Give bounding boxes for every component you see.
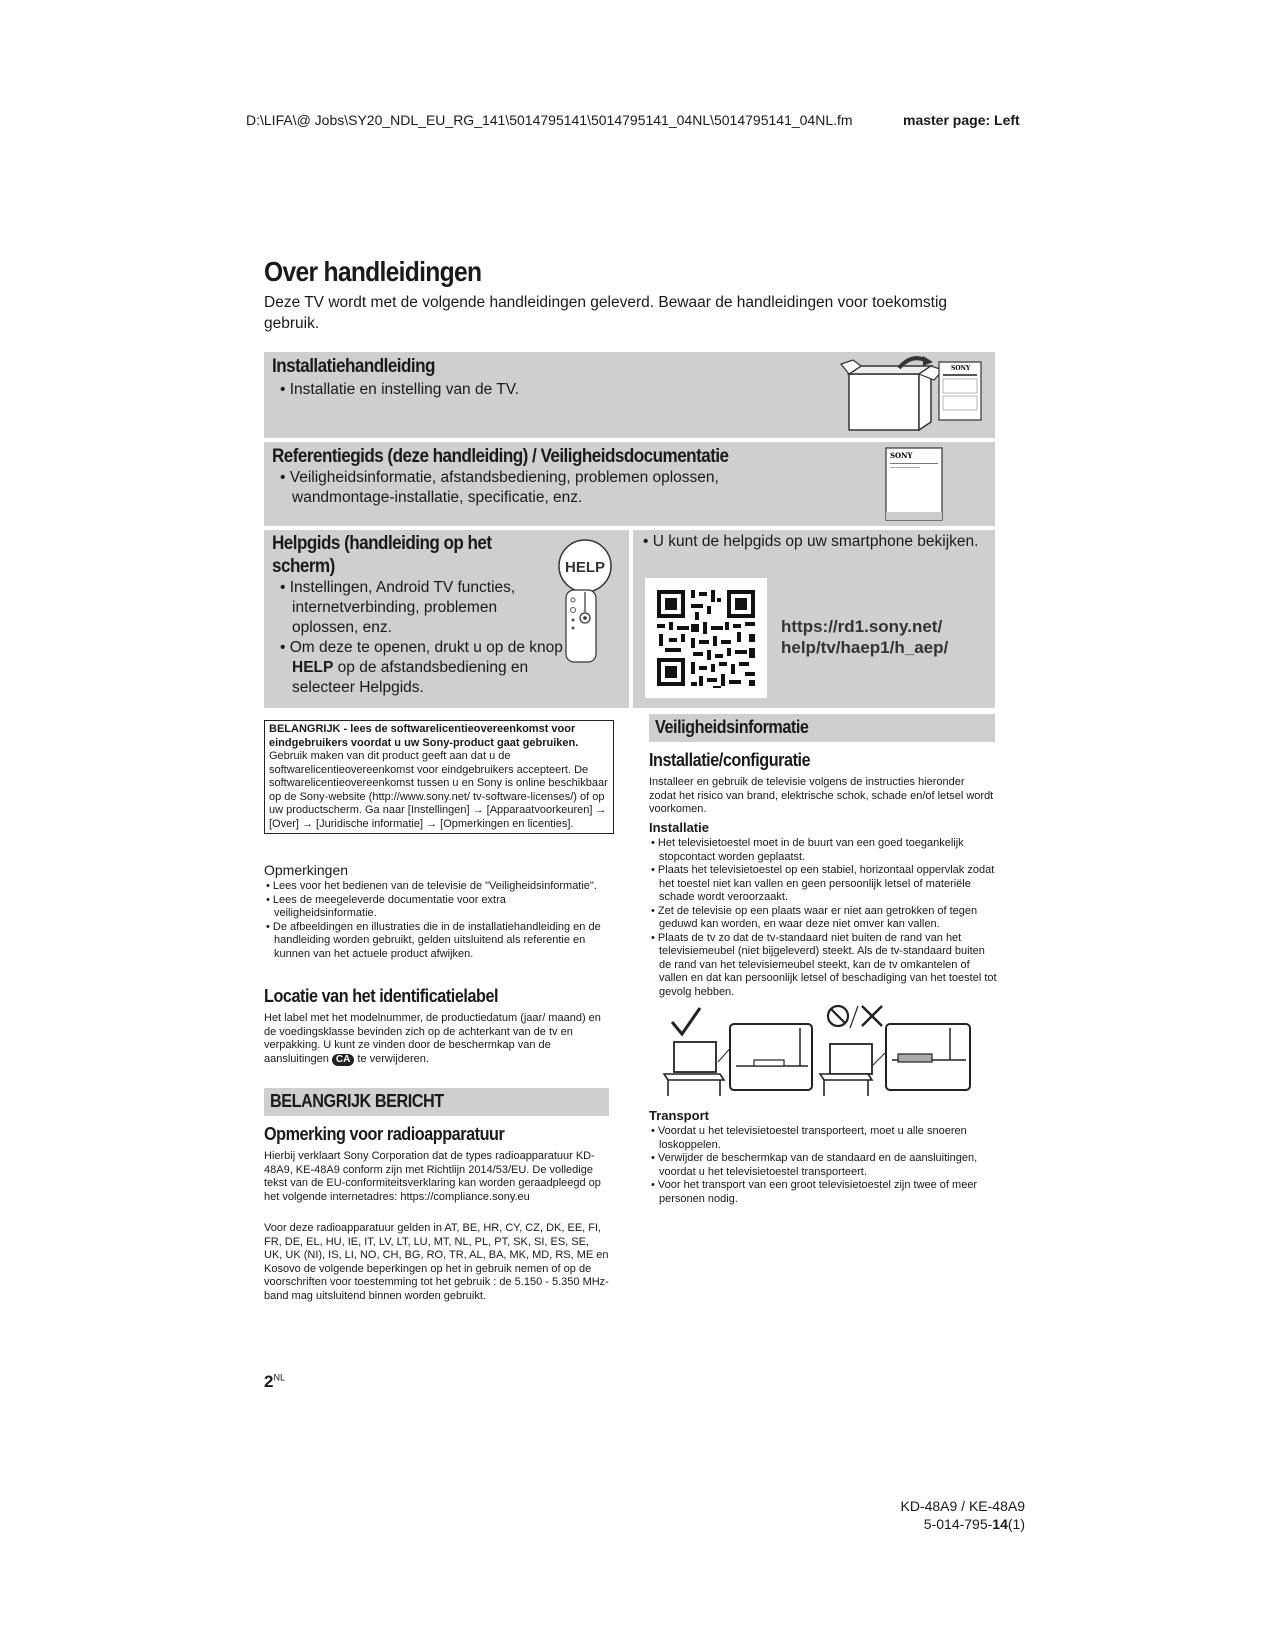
transport-item: • Verwijder de beschermkap van de standaard en de aansluitingen, voordat u het televisietoestel transporteert. — [649, 1152, 999, 1179]
license-notice-box — [264, 720, 614, 834]
install-manual-title: Installatiehandleiding — [272, 356, 435, 377]
help-guide-qr-box — [633, 530, 995, 708]
radio-equipment-title: Opmerking voor radioapparatuur — [264, 1124, 505, 1144]
qr-code-icon — [645, 578, 767, 698]
notes-item: • Lees de meegeleverde documentatie voor extra veiligheidsinformatie. — [264, 894, 604, 921]
installation-item: • Het televisietoestel moet in de buurt van een goed toegankelijk stopcontact worden geplaatst. — [649, 837, 999, 864]
intro-text: Deze TV wordt met de volgende handleidingen geleverd. Bewaar de handleidingen voor toekomstig gebruik. — [264, 294, 948, 332]
smartphone-bullet: • U kunt de helpgids op uw smartphone bekijken. — [635, 532, 985, 552]
notes-item: • De afbeeldingen en illustraties die in de installatiehandleiding en de handleiding worden gebruikt, gelden uitsluitend als referentie en kunnen van het actuele product afwijken. — [264, 921, 604, 962]
installation-list — [649, 837, 999, 999]
reference-guide-box — [264, 442, 995, 526]
installation-item: • Plaats het televisietoestel op een stabiel, horizontaal oppervlak zodat het toestel niet kan vallen en geen persoonlijk letsel of materiële schade wordt veroorzaakt. — [649, 864, 999, 905]
reference-guide-bullet: • Veiligheidsinformatie, afstandsbediening, problemen oplossen, wandmontage-installatie, specificatie, enz. — [272, 468, 762, 508]
help-guide-title-line2: scherm) — [272, 556, 335, 577]
reference-booklet-icon — [884, 446, 946, 522]
notes-title: Opmerkingen — [264, 862, 349, 878]
installation-item: • Zet de televisie op een plaats waar er niet aan getrokken of tegen geduwd kan worden, en waar deze niet omver kan vallen. — [649, 905, 999, 932]
help-guide-bullet-2: • Om deze te openen, drukt u op de knop HELP op de afstandsbediening en selecteer Helpgids. — [272, 638, 567, 698]
license-notice-heading: BELANGRIJK - lees de softwarelicentieovereenkomst voor eindgebruikers voordat u uw Sony-product gaat gebruiken. — [269, 723, 579, 749]
radio-equipment-p2: Voor deze radioapparatuur gelden in AT, BE, HR, CY, CZ, DK, EE, FI, FR, DE, EL, HU, IE, IT, LV, LT, LU, MT, NL, PL, PT, SK, SI, ES, SE, UK, UK (NI), IS, LI, NO, CH, BG, RO, TR, AL, BA, MK, MD, RS, ME en Kosovo de volgende beperkingen op het in gebruik nemen of op de voorschriften voor toestemming tot het gebruik : de 5.150 - 5.350 MHz-band mag uitsluitend binnen worden gebruikt. — [264, 1222, 609, 1302]
remote-help-button-icon — [554, 534, 616, 664]
checkmark-icon — [672, 1008, 700, 1034]
help-guide-bullet-1: • Instellingen, Android TV functies, internetverbinding, problemen oplossen, enz. — [272, 578, 557, 638]
footer-model-info: KD-48A9 / KE-48A9 5-014-795-14(1) — [900, 1498, 1025, 1532]
installation-item: • Plaats de tv zo dat de tv-standaard niet buiten de rand van het televisiemeubel (niet bijgeleverd) steekt. Als de tv-standaard buiten de rand van het televisiemeubel steekt, kan de tv omkantelen of vallen en dat kan persoonlijk letsel of beschadiging van het toestel tot gevolg hebben. — [649, 932, 999, 1000]
box-illustration-icon — [839, 356, 989, 436]
header-path: D:\LIFA\@ Jobs\SY20_NDL_EU_RG_141\5014795141\5014795141_04NL\5014795141_04NL.fm — [246, 112, 853, 128]
ca-badge: CA — [332, 1054, 354, 1066]
help-guide-box — [264, 530, 629, 708]
radio-equipment-p1: Hierbij verklaart Sony Corporation dat de types radioapparatuur KD-48A9, KE-48A9 conform zijn met Richtlijn 2014/53/EU. De volledige tekst van de EU-conformiteitsverklaring kan worden geraadpleegd op het volgende internetadres: https://compliance.sony.eu — [264, 1150, 601, 1203]
prohibited-icon — [828, 1006, 848, 1026]
installation-subtitle: Installatie — [649, 820, 709, 835]
tv-stand-placement-illustration — [660, 1004, 990, 1104]
license-notice-text: Gebruik maken van dit product geeft aan dat u de softwarelicentieovereenkomst voor eindgebruikers accepteert. De softwarelicentieovereenkomst tussen u en Sony is online beschikbaar op de Sony-website (http://www.sony.net/ tv-software-licenses/) of op uw productscherm. Ga naar [Instellingen] → [Apparaatvoorkeuren] → [Over] → [Juridische informatie] → [Opmerkingen en licenties]. — [269, 750, 608, 830]
transport-item: • Voordat u het televisietoestel transporteert, moet u alle snoeren loskoppelen. — [649, 1125, 999, 1152]
help-badge-label: HELP — [564, 559, 606, 576]
transport-subtitle: Transport — [649, 1108, 709, 1123]
notes-list — [264, 880, 604, 961]
label-location-title: Locatie van het identificatielabel — [264, 986, 499, 1006]
transport-item: • Voor het transport van een groot televisietoestel zijn twee of meer personen nodig. — [649, 1179, 999, 1206]
sony-brand-small: SONY — [951, 365, 971, 372]
install-manual-bullet: • Installatie en instelling van de TV. — [272, 380, 812, 400]
page-title: Over handleidingen — [264, 256, 482, 287]
header-master-page: master page: Left — [903, 112, 1020, 128]
cross-icon — [862, 1006, 882, 1026]
notes-item: • Lees voor het bedienen van de televisie de "Veiligheidsinformatie". — [264, 880, 604, 894]
qr-code[interactable] — [645, 578, 767, 698]
safety-info-bar: Veiligheidsinformatie — [649, 714, 995, 742]
reference-guide-title: Referentiegids (deze handleiding) / Veiligheidsdocumentatie — [272, 446, 729, 467]
install-manual-box — [264, 352, 995, 438]
transport-list — [649, 1125, 999, 1206]
page-number: $2^{NL}$ — [264, 1372, 285, 1391]
label-location-text: Het label met het modelnummer, de productiedatum (jaar/ maand) en de voedingsklasse bevinden zich op de achterkant van de tv en verpakking. U kunt ze vinden door de beschermkap van de aansluitingen CA te verwijderen. — [264, 1012, 601, 1065]
help-guide-title-line1: Helpgids (handleiding op het — [272, 533, 492, 554]
sony-brand-booklet: SONY — [890, 451, 913, 460]
install-config-title: Installatie/configuratie — [649, 750, 811, 770]
help-guide-url[interactable]: https://rd1.sony.net/ help/tv/haep1/h_aep/ — [781, 617, 949, 657]
install-config-intro: Installeer en gebruik de televisie volgens de instructies hieronder zodat het risico van brand, elektrische schok, schade en/of letsel wordt voorkomen. — [649, 776, 994, 815]
important-notice-bar: BELANGRIJK BERICHT — [264, 1088, 609, 1116]
